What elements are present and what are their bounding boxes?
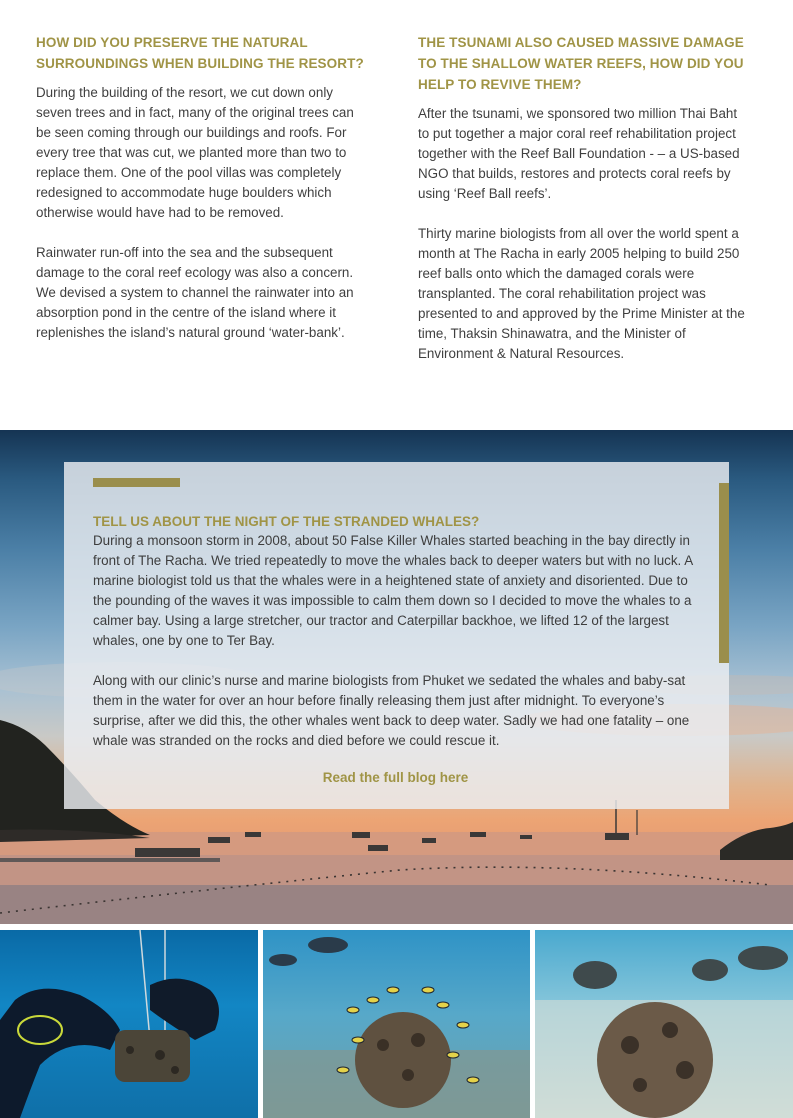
divers-reef-ball-photo [0, 930, 258, 1118]
right-column [418, 32, 748, 384]
question-preserve-surroundings: HOW DID YOU PRESERVE THE NATURAL SURROUNDINGS WHEN BUILDING THE RESORT? [36, 35, 364, 71]
accent-side-bar [719, 483, 729, 663]
question-stranded-whales: TELL US ABOUT THE NIGHT OF THE STRANDED WHALES? [93, 514, 480, 530]
answer-paragraph: During the building of the resort, we cut down only seven trees and in fact, many of the original trees can be seen coming through our buildings and roofs. For every tree that was cut, we planted more than two to replace them. One of the pool villas was completely redesigned to accommodate huge boulders which otherwise would have had to be removed. [36, 85, 354, 220]
question-tsunami-reefs: THE TSUNAMI ALSO CAUSED MASSIVE DAMAGE TO THE SHALLOW WATER REEFS, HOW DID YOU HELP TO REVIVE THEM? [418, 35, 744, 92]
left-column [36, 32, 366, 363]
read-full-blog-link[interactable]: Read the full blog here [322, 770, 469, 785]
answer-paragraph: Rainwater run-off into the sea and the subsequent damage to the coral reef ecology was also a concern. We devised a system to channel the rainwater into an absorption pond in the centre of the island where it replenishes the island’s natural ground ‘water-bank’. [36, 245, 354, 340]
accent-bar [93, 478, 180, 487]
whales-paragraph: Along with our clinic’s nurse and marine biologists from Phuket we sedated the whales and baby-sat them in the water for over an hour before finally releasing them just after midnight. To everyone’s surprise, after we did this, the other whales went back to deep water. Sadly we had one fatality – one whale was stranded on the rocks and died before we could rescue it. [93, 673, 690, 748]
reef-ball-sand-photo [535, 930, 793, 1118]
fish-reef-ball-photo [263, 930, 530, 1118]
answer-paragraph: After the tsunami, we sponsored two million Thai Baht to put together a major coral reef rehabilitation project together with the Reef Ball Foundation - – a US-based NGO that builds, restores and protects coral reefs by using ‘Reef Ball reefs’. [418, 106, 740, 201]
whales-paragraph: During a monsoon storm in 2008, about 50 False Killer Whales started beaching in the bay directly in front of The Racha. We tried repeatedly to move the whales back to deeper waters but with no luck. A marine biologist told us that the whales were in a heightened state of anxiety and disoriented. Due to the pounding of the waves it was impossible to calm them down so I decided to move the whales to a calmer bay. Using a large stretcher, our tractor and Caterpillar backhoe, we lifted 12 of the largest whales, one by one to Ter Bay. [93, 533, 693, 648]
answer-paragraph: Thirty marine biologists from all over the world spent a month at The Racha in early 2005 helping to build 250 reef balls onto which the damaged corals were transplanted. The coral rehabilitation project was presented to and approved by the Prime Minister at the time, Thaksin Shinawatra, and the Minister of Environment & Natural Resources. [418, 226, 745, 361]
